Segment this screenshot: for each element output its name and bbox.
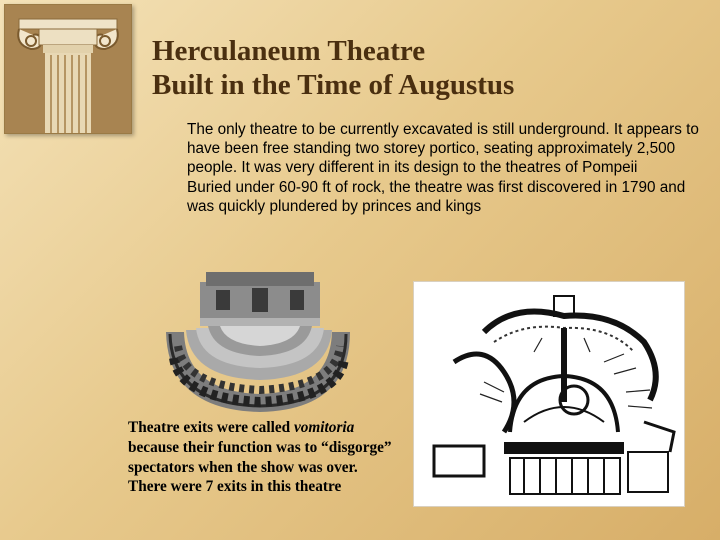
body-paragraph-1: The only theatre to be currently excavated is still underground. It appears to have been free standing two storey portico, seating approximately 2,500 people. It was very different in its design to the theatres of Pompeii (187, 121, 699, 177)
theatre-model-illustration (160, 262, 354, 414)
theatre-excavation-plan (414, 282, 684, 506)
vomitoria-caption (128, 418, 400, 497)
caption-text-after: because their function was to “disgorge” spectators when the show was over. There were 7 exits in this theatre (128, 438, 392, 496)
theatre-model-photo (160, 262, 354, 414)
theatre-plan-drawing (413, 281, 685, 507)
body-paragraph-2: Buried under 60-90 ft of rock, the theatre was first discovered in 1790 and was quickly plundered by princes and kings (187, 178, 686, 215)
ionic-column-icon (5, 5, 131, 133)
caption-emphasis: vomitoria (293, 419, 355, 436)
ionic-column-image (4, 4, 132, 134)
title-line-1: Herculaneum Theatre (152, 35, 426, 67)
slide-title (152, 34, 712, 102)
body-text (187, 120, 707, 216)
title-line-2: Built in the Time of Augustus (152, 69, 515, 101)
caption-text-before: Theatre exits were called (128, 419, 294, 436)
